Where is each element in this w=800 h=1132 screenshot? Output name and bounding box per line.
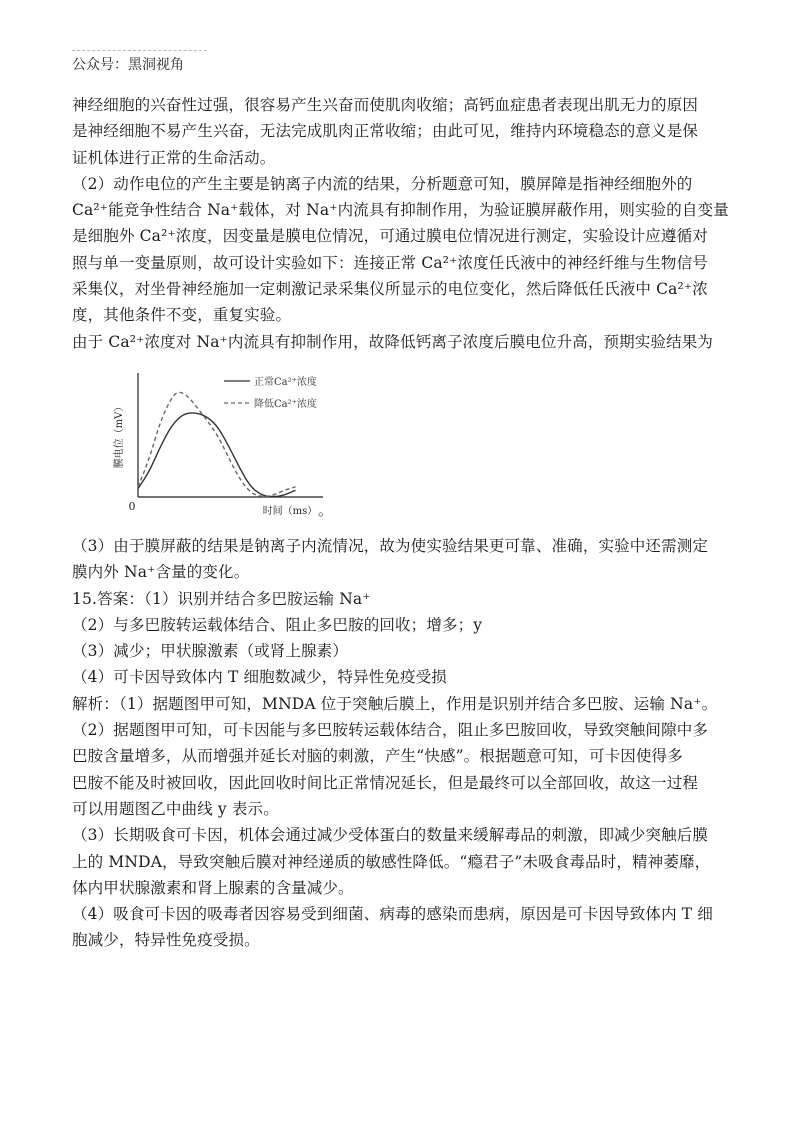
text-line: 采集仪，对坐骨神经施加一定刺激记录采集仪所显示的电位变化，然后降低任氏液中 Ca²⁺浓 — [72, 280, 708, 299]
text-line: （2）与多巴胺转运载体结合、阻止多巴胺的回收；增多；y — [72, 615, 483, 634]
paragraph-block-bottom — [72, 533, 732, 954]
membrane-potential-chart — [72, 361, 732, 531]
text-line: （4）吸食可卡因的吸毒者因容易受到细菌、病毒的感染而患病，原因是可卡因导致体内 T 细 — [72, 905, 714, 924]
text-line: （2）据题图甲可知，可卡因能与多巴胺转运载体结合，阻止多巴胺回收，导致突触间隙中多 — [72, 721, 709, 740]
text-line: 可以用题图乙中曲线 y 表示。 — [72, 799, 279, 818]
series-line-normal — [138, 413, 296, 497]
origin-label: 0 — [128, 499, 136, 513]
text-line: 上的 MNDA，导致突触后膜对神经递质的敏感性降低。“瘾君子”未吸食毒品时，精神萎靡， — [72, 852, 711, 871]
text-line: 度，其他条件不变，重复实验。 — [72, 306, 292, 325]
text-line: （4）可卡因导致体内 T 细胞数减少，特异性免疫受损 — [72, 668, 447, 687]
text-line: 是细胞外 Ca²⁺浓度，因变量是膜电位情况，可通过膜电位情况进行测定，实验设计应遵循对 — [72, 227, 708, 246]
y-axis-label: 膜电位（mV） — [114, 401, 125, 469]
text-line: 是神经细胞不易产生兴奋，无法完成肌肉正常收缩；由此可见，维持内环境稳态的意义是保 — [72, 122, 699, 141]
chart-svg — [102, 361, 332, 526]
x-axis-label: 时间（ms） — [262, 505, 318, 517]
text-line: （3）长期吸食可卡因，机体会通过减少受体蛋白的数量来缓解毒品的刺激，即减少突触后膜 — [72, 826, 709, 845]
text-line: （3）由于膜屏蔽的结果是钠离子内流情况，故为使实验结果更可靠、准确，实验中还需测定 — [72, 536, 709, 555]
legend-label: 降低Ca²⁺浓度 — [254, 398, 317, 410]
document-body — [72, 92, 732, 954]
text-line: 由于 Ca²⁺浓度对 Na⁺内流具有抑制作用，故降低钙离子浓度后膜电位升高，预期实验结果为 — [72, 332, 714, 351]
watermark-text: 公众号：黑洞视角 — [72, 50, 207, 74]
text-line: 15.答案：（1）识别并结合多巴胺运输 Na⁺ — [72, 589, 371, 608]
text-line: （2）动作电位的产生主要是钠离子内流的结果，分析题意可知，膜屏障是指神经细胞外的 — [72, 174, 693, 193]
chart-trailing-period: 。 — [318, 500, 334, 519]
text-line: 照与单一变量原则，故可设计实验如下：连接正常 Ca²⁺浓度任氏液中的神经纤维与生物信号 — [72, 253, 708, 272]
text-line: Ca²⁺能竞争性结合 Na⁺载体，对 Na⁺内流具有抑制作用，为验证膜屏蔽作用，则实验的自变量 — [72, 201, 729, 220]
legend-label: 正常Ca²⁺浓度 — [254, 376, 317, 388]
text-line: 膜内外 Na⁺含量的变化。 — [72, 563, 250, 582]
text-line: 巴胺不能及时被回收，因此回收时间比正常情况延长，但是最终可以全部回收，故这一过程 — [72, 773, 699, 792]
text-line: （3）减少；甲状腺激素（或肾上腺素） — [72, 642, 349, 661]
text-line: 解析：（1）据题图甲可知，MNDA 位于突触后膜上，作用是识别并结合多巴胺、运输 Na⁺。 — [72, 694, 718, 713]
text-line: 巴胺含量增多，从而增强并延长对脑的刺激，产生“快感”。根据题意可知，可卡因使得多 — [72, 747, 683, 766]
text-line: 神经细胞的兴奋性过强，很容易产生兴奋而使肌肉收缩；高钙血症患者表现出肌无力的原因 — [72, 96, 699, 114]
text-line: 胞减少，特异性免疫受损。 — [72, 931, 260, 950]
paragraph-block-top — [72, 92, 732, 355]
text-line: 证机体进行正常的生命活动。 — [72, 148, 276, 167]
text-line: 体内甲状腺激素和肾上腺素的含量减少。 — [72, 878, 354, 897]
